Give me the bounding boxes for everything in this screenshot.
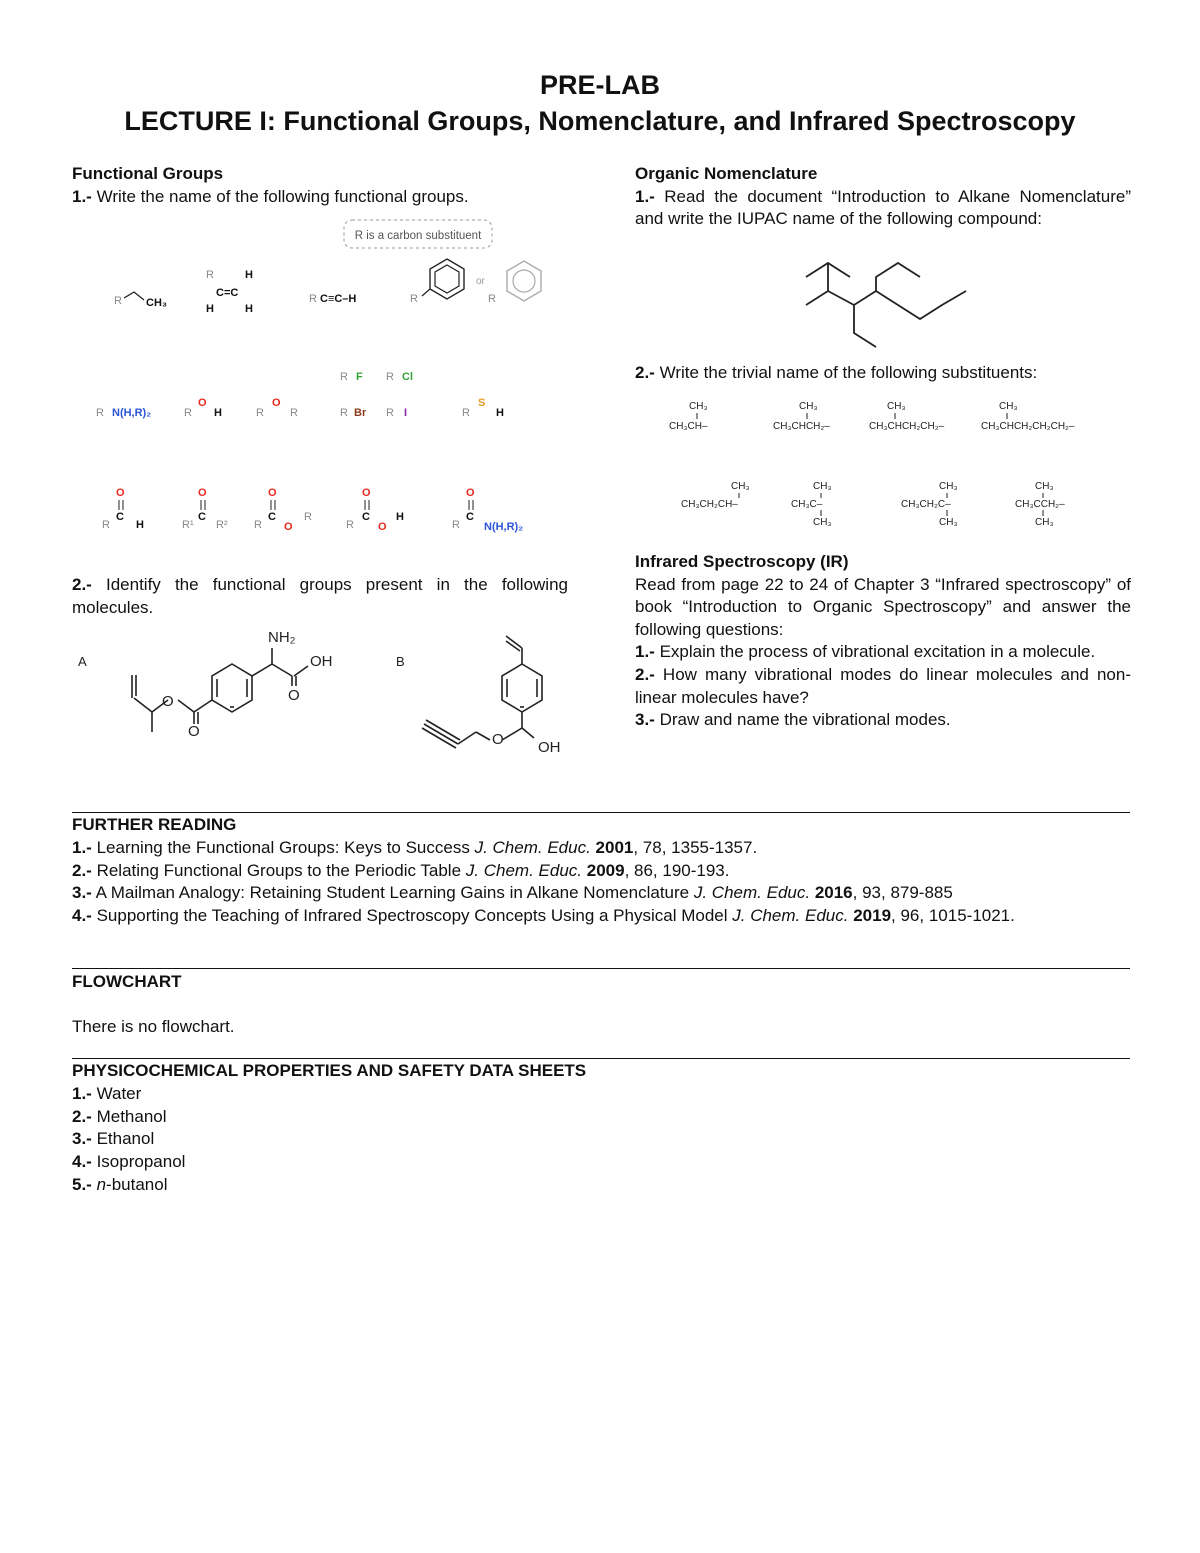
alkane-structure: [114, 292, 167, 309]
svg-text:O: O: [198, 487, 207, 499]
substituents-figure: [635, 395, 1131, 535]
svg-text:Cl: Cl: [402, 371, 413, 383]
svg-text:CH₃: CH₃: [689, 401, 708, 412]
further-reading-heading: FURTHER READING: [72, 815, 237, 834]
svg-text:H: H: [496, 407, 504, 419]
svg-text:CH₃: CH₃: [1035, 517, 1054, 528]
svg-text:CH₃: CH₃: [799, 401, 818, 412]
svg-text:CH₃CH₂C–: CH₃CH₂C–: [901, 499, 951, 510]
ketone-structure: [182, 487, 228, 531]
svg-text:NH₂: NH₂: [268, 629, 296, 646]
svg-text:R: R: [346, 519, 354, 531]
svg-text:R: R: [96, 407, 104, 419]
svg-text:R: R: [114, 295, 122, 307]
list-item: 2.- Methanol: [72, 1106, 167, 1126]
svg-text:S: S: [478, 397, 486, 409]
svg-text:CH₃CHCH₂CH₂CH₂–: CH₃CHCH₂CH₂CH₂–: [981, 421, 1075, 432]
list-item: 3.- Ethanol: [72, 1129, 155, 1149]
svg-text:R: R: [488, 293, 496, 305]
svg-text:R¹: R¹: [182, 519, 194, 531]
svg-text:R: R: [206, 269, 214, 281]
safety-section: [72, 1060, 1130, 1197]
svg-text:C: C: [116, 511, 124, 523]
svg-text:O: O: [272, 397, 281, 409]
infrared-q1: 1.- Explain the process of vibrational excitation in a molecule.: [635, 642, 1096, 662]
halide-structures: [340, 371, 413, 419]
svg-text:R: R: [254, 519, 262, 531]
ester-structure: [254, 487, 312, 533]
svg-text:R: R: [386, 407, 394, 419]
flowchart-text: There is no flowchart.: [72, 1016, 235, 1036]
carboxylic-acid-structure: [346, 487, 404, 533]
infrared-q2: 2.- How many vibrational modes do linear molecules and non-linear molecules have?: [635, 664, 1131, 707]
svg-text:R: R: [452, 519, 460, 531]
list-item: 5.- n-butanol: [72, 1174, 168, 1194]
svg-text:O: O: [378, 521, 387, 533]
svg-text:O: O: [116, 487, 125, 499]
svg-text:R: R: [340, 371, 348, 383]
molecule-a: [132, 648, 308, 732]
page-subtitle: LECTURE I: Functional Groups, Nomenclature, and Infrared Spectroscopy: [124, 106, 1076, 136]
svg-text:I: I: [404, 407, 408, 419]
infrared-intro: Read from page 22 to 24 of Chapter 3 “Infrared spectroscopy” of book “Introduction to Organic Spectroscopy” and answer the following questions:: [635, 574, 1131, 639]
svg-text:CH₃CHCH₂–: CH₃CHCH₂–: [773, 421, 830, 432]
svg-text:C: C: [466, 511, 474, 523]
reference-item: 4.- Supporting the Teaching of Infrared Spectroscopy Concepts Using a Physical Model J. Chem. Educ. 2019, 96, 1015-1021.: [72, 906, 1015, 926]
svg-text:CH₃C–: CH₃C–: [791, 499, 823, 510]
svg-text:C=C: C=C: [216, 287, 239, 299]
svg-text:CH₃CH–: CH₃CH–: [669, 421, 708, 432]
svg-text:O: O: [284, 521, 293, 533]
alkane-skeleton: [790, 255, 990, 365]
svg-text:CH₃: CH₃: [146, 297, 167, 309]
aromatic-structure: [410, 259, 541, 305]
svg-text:O: O: [268, 487, 277, 499]
svg-text:C: C: [268, 511, 276, 523]
safety-heading: PHYSICOCHEMICAL PROPERTIES AND SAFETY DATA SHEETS: [72, 1061, 587, 1080]
svg-text:F: F: [356, 371, 363, 383]
svg-text:N(H,R)₂: N(H,R)₂: [484, 521, 524, 533]
svg-text:O: O: [162, 693, 174, 710]
svg-text:O: O: [288, 687, 300, 704]
svg-text:R: R: [304, 511, 312, 523]
svg-text:O: O: [198, 397, 207, 409]
svg-text:CH₃: CH₃: [999, 401, 1018, 412]
functional-groups-heading: Functional Groups: [72, 164, 224, 183]
functional-groups-q2: 2.- Identify the functional groups present in the following molecules.: [72, 575, 568, 617]
svg-text:O: O: [188, 723, 200, 740]
molecule-a-label: A: [78, 654, 87, 669]
svg-text:H: H: [396, 511, 404, 523]
svg-text:OH: OH: [310, 653, 333, 670]
divider: [72, 1058, 1130, 1059]
svg-text:R: R: [410, 293, 418, 305]
functional-groups-section: [72, 163, 568, 208]
organic-nomenclature-section: [635, 163, 1131, 231]
svg-text:R: R: [290, 407, 298, 419]
svg-text:R: R: [256, 407, 264, 419]
svg-text:CH₃: CH₃: [813, 517, 832, 528]
svg-text:H: H: [214, 407, 222, 419]
svg-text:CH₃CHCH₂CH₂–: CH₃CHCH₂CH₂–: [869, 421, 945, 432]
svg-text:Br: Br: [354, 407, 367, 419]
nomenclature-heading: Organic Nomenclature: [635, 164, 818, 183]
svg-text:O: O: [466, 487, 475, 499]
svg-text:H: H: [136, 519, 144, 531]
svg-text:R: R: [184, 407, 192, 419]
ether-structure: [256, 397, 298, 419]
nomenclature-q2: 2.- Write the trivial name of the following substituents:: [635, 363, 1038, 382]
molecule-b-label: B: [396, 654, 405, 669]
svg-text:CH₃: CH₃: [939, 517, 958, 528]
alkyne-structure: [309, 293, 356, 305]
functional-groups-figure: [72, 212, 568, 547]
svg-text:R: R: [102, 519, 110, 531]
svg-text:O: O: [492, 731, 504, 748]
further-reading-section: [72, 814, 1130, 928]
divider: [72, 968, 1130, 969]
list-item: 4.- Isopropanol: [72, 1152, 186, 1172]
infrared-section: [635, 551, 1131, 732]
svg-text:CH₃: CH₃: [1035, 481, 1054, 492]
svg-text:H: H: [206, 303, 214, 315]
amine-structure: [96, 407, 151, 419]
svg-text:OH: OH: [538, 739, 561, 756]
nomenclature-q1: 1.- Read the document “Introduction to Alkane Nomenclature” and write the IUPAC name of the following compound:: [635, 186, 1131, 229]
functional-groups-q1: 1.- Write the name of the following functional groups.: [72, 186, 469, 206]
svg-text:R: R: [309, 293, 317, 305]
flowchart-section: [72, 971, 1130, 1039]
infrared-q3: 3.- Draw and name the vibrational modes.: [635, 710, 951, 730]
svg-text:CH₃CH₂CH–: CH₃CH₂CH–: [681, 499, 738, 510]
reference-item: 2.- Relating Functional Groups to the Periodic Table J. Chem. Educ. 2009, 86, 190-193.: [72, 860, 730, 880]
svg-text:H: H: [245, 303, 253, 315]
molecule-b: [422, 636, 542, 748]
alcohol-structure: [184, 397, 222, 419]
thiol-structure: [462, 397, 504, 419]
svg-text:C: C: [198, 511, 206, 523]
flowchart-heading: FLOWCHART: [72, 972, 182, 991]
svg-text:N(H,R)₂: N(H,R)₂: [112, 407, 152, 419]
divider: [72, 812, 1130, 813]
svg-text:R: R: [340, 407, 348, 419]
svg-text:H: H: [245, 269, 253, 281]
molecules-figure: [72, 620, 568, 760]
svg-text:CH₃CCH₂–: CH₃CCH₂–: [1015, 499, 1065, 510]
svg-text:C≡C–H: C≡C–H: [320, 293, 357, 305]
reference-item: 1.- Learning the Functional Groups: Keys to Success J. Chem. Educ. 2001, 78, 1355-1357.: [72, 837, 758, 857]
svg-text:CH₃: CH₃: [887, 401, 906, 412]
svg-text:R: R: [386, 371, 394, 383]
aldehyde-structure: [102, 487, 144, 531]
svg-text:C: C: [362, 511, 370, 523]
reference-item: 3.- A Mailman Analogy: Retaining Student Learning Gains in Alkane Nomenclature J. Chem. Educ. 2016, 93, 879-885: [72, 883, 953, 903]
infrared-heading: Infrared Spectroscopy (IR): [635, 552, 849, 571]
svg-text:CH₃: CH₃: [813, 481, 832, 492]
list-item: 1.- Water: [72, 1083, 142, 1103]
svg-text:CH₃: CH₃: [939, 481, 958, 492]
svg-text:R: R: [462, 407, 470, 419]
badge-text: R is a carbon substituent: [354, 230, 482, 242]
alkene-structure: [206, 269, 253, 315]
amide-structure: [452, 487, 523, 533]
svg-text:CH₃: CH₃: [731, 481, 750, 492]
svg-text:R²: R²: [216, 519, 228, 531]
svg-text:or: or: [476, 276, 485, 287]
svg-text:O: O: [362, 487, 371, 499]
page-title: PRE-LAB: [540, 70, 660, 100]
